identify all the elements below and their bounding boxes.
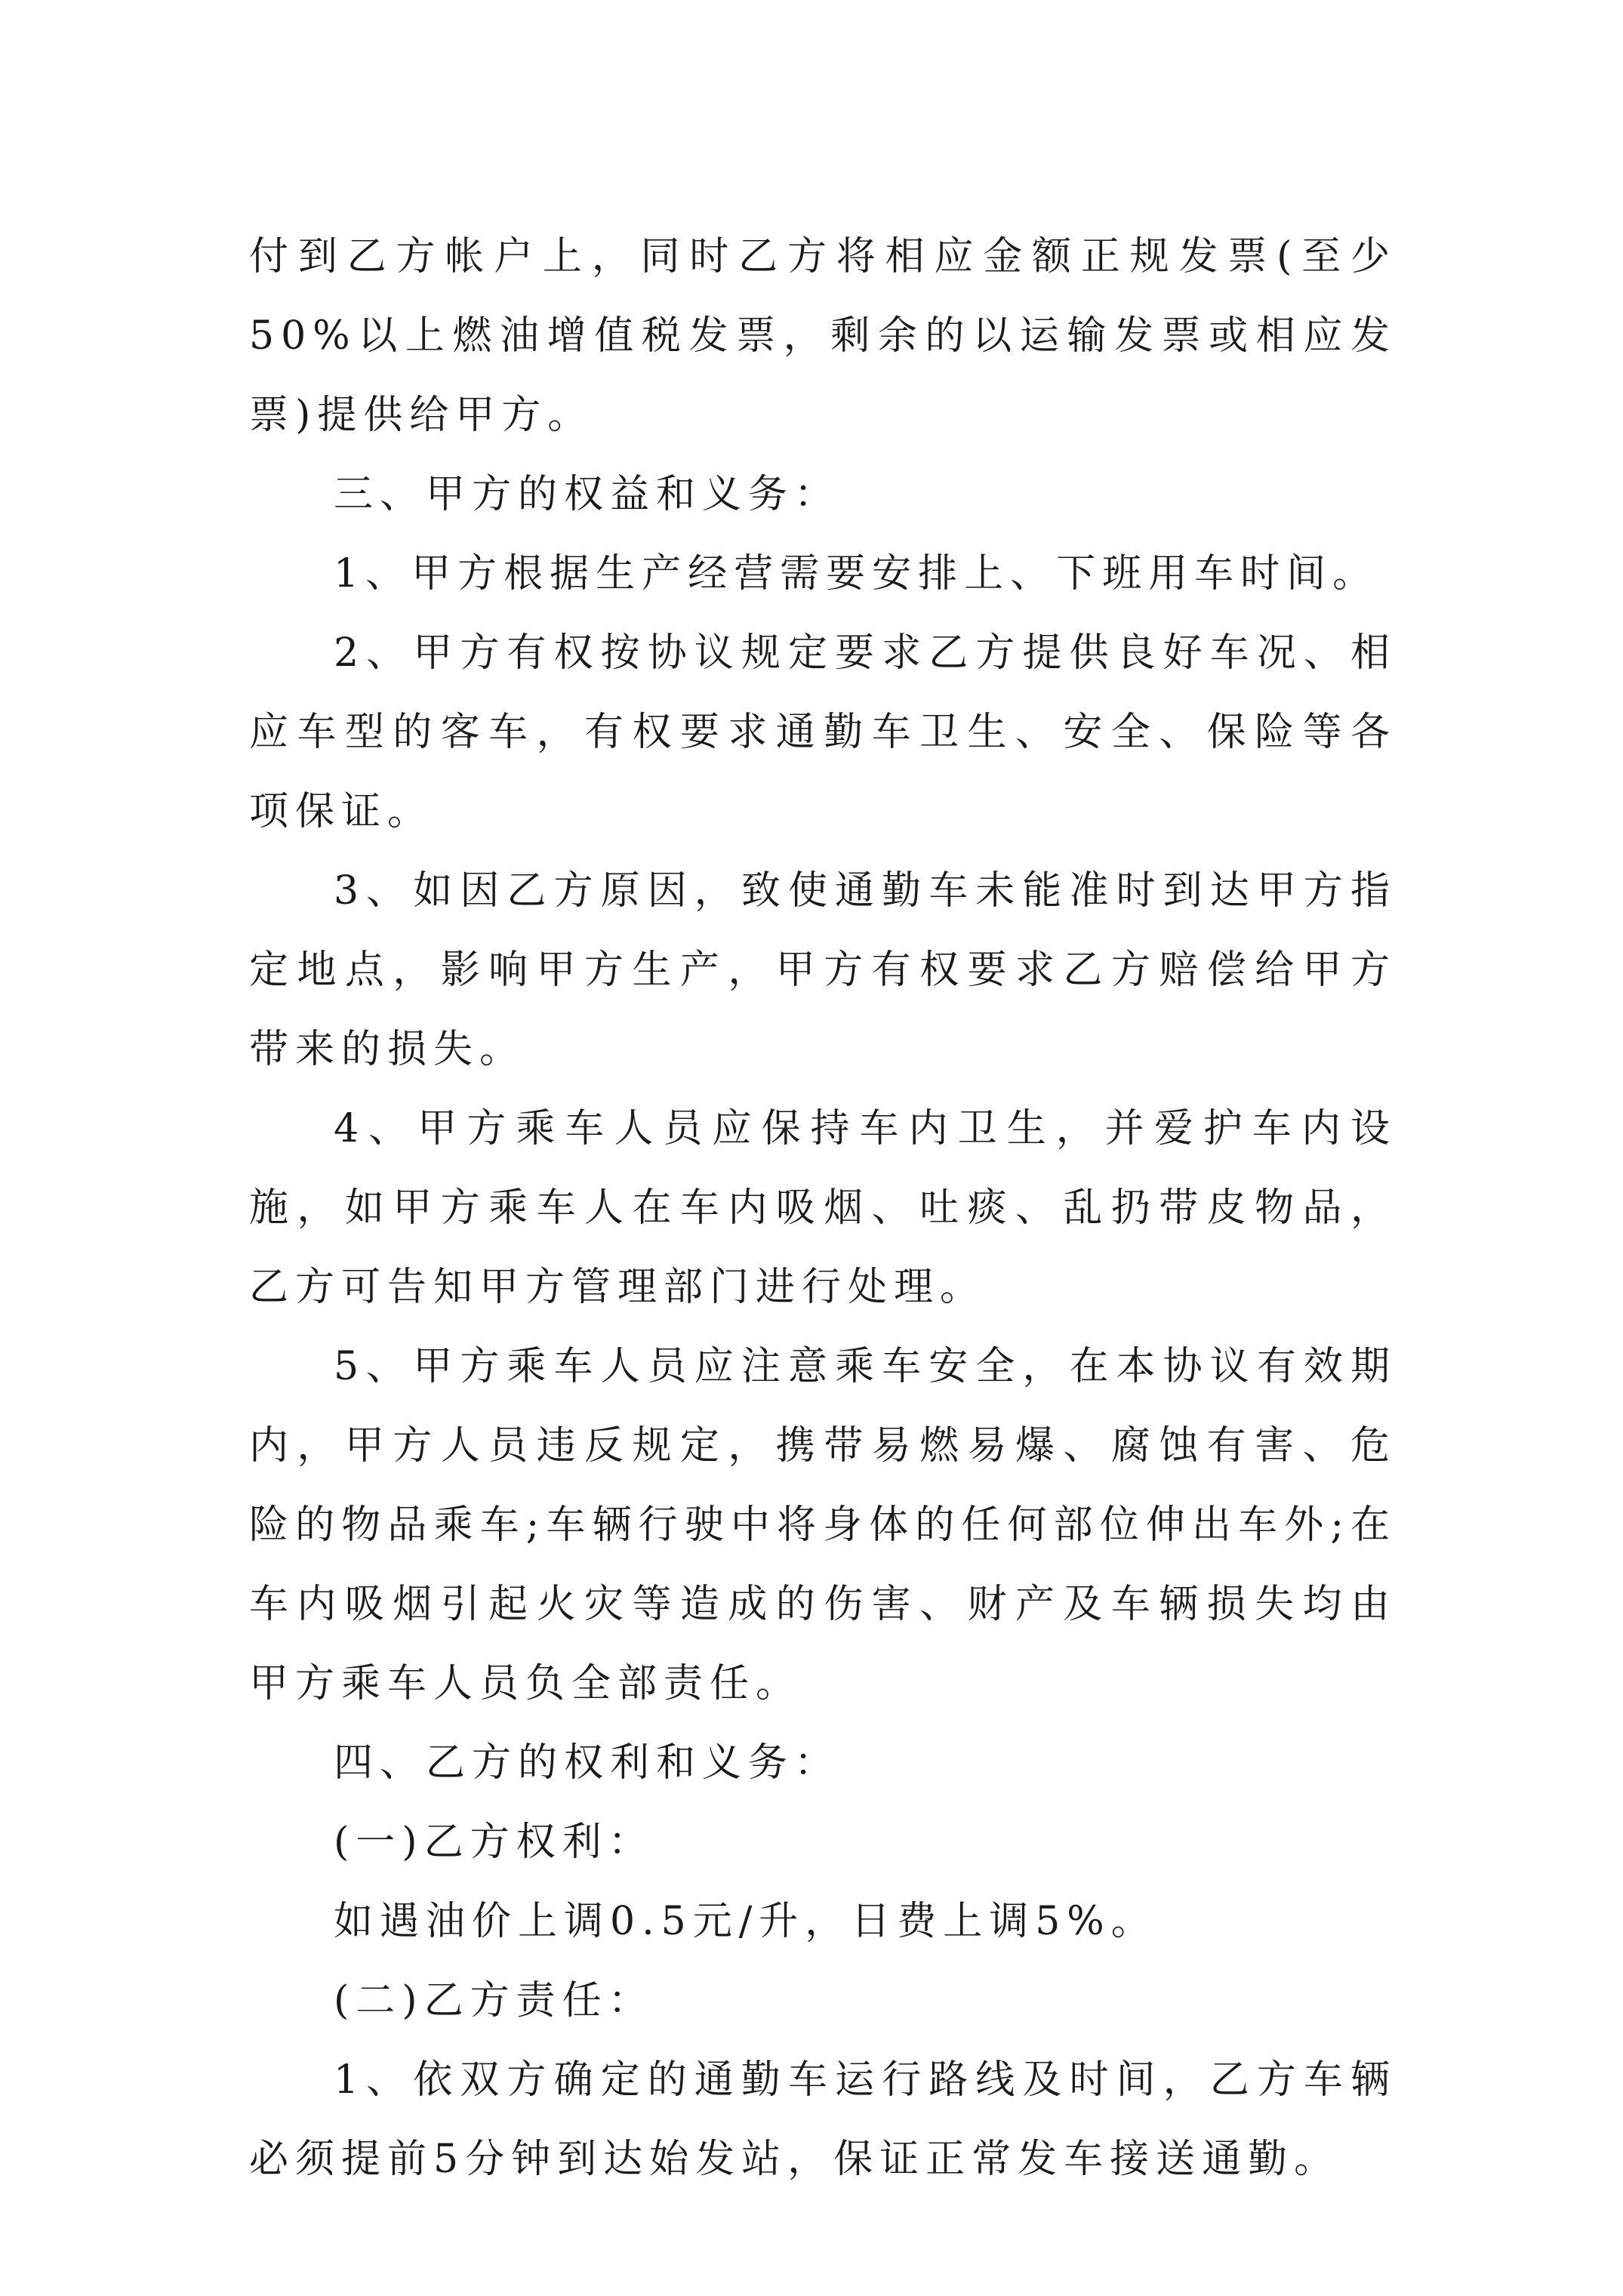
paragraph-payment-continuation: 付到乙方帐户上，同时乙方将相应金额正规发票(至少50%以上燃油增值税发票，剩余的以运输发票或相应发票)提供给甲方。: [249, 234, 1397, 438]
paragraph-party-a-item-2: 2、甲方有权按协议规定要求乙方提供良好车况、相应车型的客车，有权要求通勤车卫生、安全、保险等各项保证。: [249, 630, 1397, 834]
paragraph-party-a-item-4: 4、甲方乘车人员应保持车内卫生，并爱护车内设施，如甲方乘车人在车内吸烟、吐痰、乱扔带皮物品，乙方可告知甲方管理部门进行处理。: [249, 1106, 1397, 1310]
paragraph-party-a-item-5: 5、甲方乘车人员应注意乘车安全，在本协议有效期内，甲方人员违反规定，携带易燃易爆、腐蚀有害、危险的物品乘车;车辆行驶中将身体的任何部位伸出车外;在车内吸烟引起火灾等造成的伤害、财产及车辆损失均由甲方乘车人员负全部责任。: [249, 1344, 1397, 1706]
paragraph-party-b-rights: 如遇油价上调0.5元/升，日费上调5%。: [334, 1899, 1157, 1944]
subheading-party-b-duties: (二)乙方责任：: [334, 1978, 654, 2023]
paragraph-party-a-item-1: 1、甲方根据生产经营需要安排上、下班用车时间。: [334, 551, 1379, 596]
paragraph-party-a-item-3: 3、如因乙方原因，致使通勤车未能准时到达甲方指定地点，影响甲方生产，甲方有权要求乙方赔偿给甲方带来的损失。: [249, 868, 1397, 1072]
paragraph-party-b-duty-1: 1、依双方确定的通勤车运行路线及时间，乙方车辆必须提前5分钟到达始发站，保证正常发车接送通勤。: [249, 2057, 1397, 2182]
subheading-party-b-rights: (一)乙方权利：: [334, 1820, 654, 1865]
section-heading-party-b: 四、乙方的权利和义务：: [334, 1740, 841, 1786]
document-body: [249, 217, 1397, 2199]
section-heading-party-a: 三、甲方的权益和义务：: [334, 472, 841, 517]
